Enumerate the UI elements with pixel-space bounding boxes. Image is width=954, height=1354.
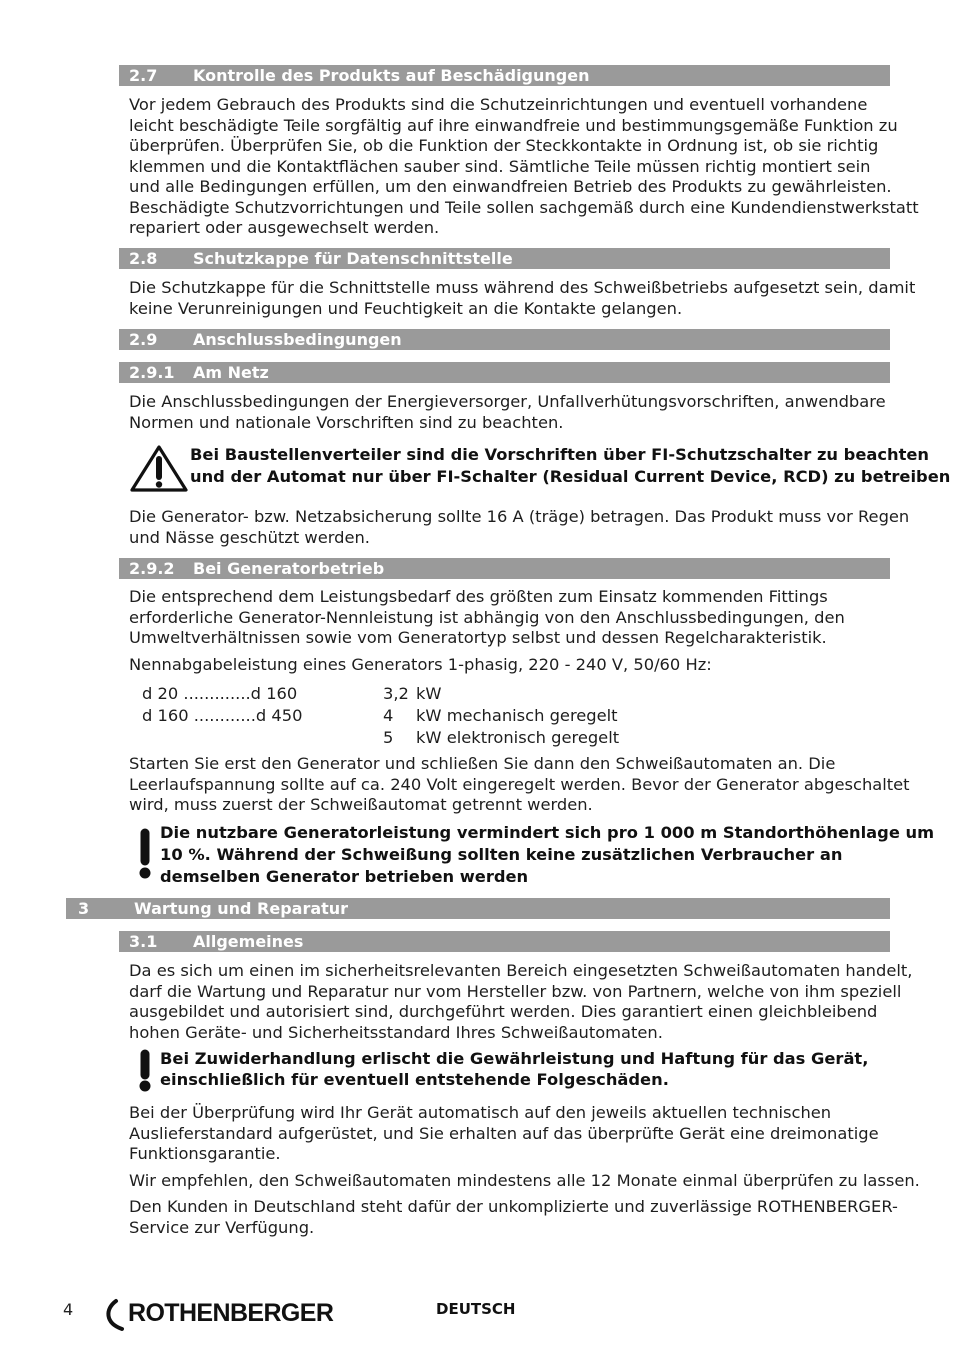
section-number: 2.9 xyxy=(129,330,158,349)
table-cell-range: d 160 ............d 450 xyxy=(142,706,303,725)
paragraph-2-9-2 xyxy=(129,587,889,649)
text-line: darf die Wartung und Reparatur nur vom Hersteller bzw. von Partnern, welche von ihm speziell xyxy=(129,981,902,1001)
section-header-2-9-2 xyxy=(119,558,890,579)
text-line: leicht beschädigte Teile sorgfältig auf ihre einwandfreie und bestimmungsgemäße Funktion zu xyxy=(129,115,898,135)
table-row xyxy=(142,683,297,705)
text-line: wird, muss zuerst der Schweißautomat getrennt werden. xyxy=(129,795,593,814)
paragraph-inspection xyxy=(129,1103,889,1165)
section-title: Am Netz xyxy=(193,363,269,382)
section-title: Kontrolle des Produkts auf Beschädigungen xyxy=(193,66,590,85)
note-text xyxy=(160,1048,868,1090)
paragraph-3-1 xyxy=(129,961,913,1043)
table-cell-desc: kW xyxy=(416,684,442,703)
text-line: Starten Sie erst den Generator und schließen Sie dann den Schweißautomaten an. Die xyxy=(129,754,836,773)
table-row xyxy=(383,705,393,727)
text-line: Normen und nationale Vorschriften sind zu beachten. xyxy=(129,412,564,432)
paragraph-intro xyxy=(129,655,889,676)
rothenberger-logo xyxy=(102,1293,352,1335)
text-line: demselben Generator betrieben werden xyxy=(160,867,529,886)
paragraph-generator-start xyxy=(129,754,910,816)
section-header-2-7 xyxy=(119,65,890,86)
text-line: und alle Bedingungen erfüllen, um den einwandfreien Betrieb des Produkts zu gewährleisten. xyxy=(129,177,892,196)
section-number: 3 xyxy=(78,899,90,918)
table-row xyxy=(416,705,618,727)
section-title: Allgemeines xyxy=(193,932,304,951)
text-line: und der Automat nur über FI-Schalter (Residual Current Device, RCD) zu betreiben xyxy=(190,467,951,486)
text-line: Die Schutzkappe für die Schnittstelle muss während des Schweißbetriebs aufgesetzt sein, damit xyxy=(129,278,916,297)
text-line: Den Kunden in Deutschland steht dafür der unkomplizierte und zuverlässige ROTHENBERGER- xyxy=(129,1197,898,1216)
text-line: Funktionsgarantie. xyxy=(129,1144,281,1163)
text-line: einschließlich für eventuell entstehende Folgeschäden. xyxy=(160,1070,669,1089)
text-line: klemmen und die Kontaktflächen sauber sind. Sämtliche Teile müssen richtig montiert sein xyxy=(129,156,871,176)
text-line: Nennabgabeleistung eines Generators 1-phasig, 220 - 240 V, 50/60 Hz: xyxy=(129,655,712,674)
warning-triangle-icon xyxy=(129,443,189,493)
text-line: erforderliche Generator-Nennleistung ist abhängig von den Anschlussbedingungen, den xyxy=(129,607,845,627)
text-line: überprüfen. Überprüfen Sie, ob die Funktion der Steckkontakte in Ordnung ist, ob sie richtig xyxy=(129,136,879,155)
exclamation-icon xyxy=(133,1049,157,1093)
text-line: Die Generator- bzw. Netzabsicherung sollte 16 A (träge) betragen. Das Produkt muss vor Regen xyxy=(129,507,910,526)
text-line: Service zur Verfügung. xyxy=(129,1217,315,1237)
table-row xyxy=(383,727,393,749)
section-header-2-9-1 xyxy=(119,362,890,383)
paragraph-recommendation xyxy=(129,1171,920,1192)
text-line: und Nässe geschützt werden. xyxy=(129,527,370,547)
table-cell-desc: kW mechanisch geregelt xyxy=(416,706,618,725)
section-number: 2.7 xyxy=(129,66,158,85)
paragraph-service xyxy=(129,1197,898,1238)
text-line: Bei der Überprüfung wird Ihr Gerät automatisch auf den jeweils aktuellen technischen xyxy=(129,1103,832,1122)
text-line: Bei Zuwiderhandlung erlischt die Gewährleistung und Haftung für das Gerät, xyxy=(160,1049,869,1068)
table-cell-range: d 20 .............d 160 xyxy=(142,684,298,703)
table-row xyxy=(383,683,409,705)
text-line: Die entsprechend dem Leistungsbedarf des größten zum Einsatz kommenden Fittings xyxy=(129,587,828,606)
table-cell-value: 3,2 xyxy=(383,684,409,703)
text-line: Da es sich um einen im sicherheitsrelevanten Bereich eingesetzten Schweißautomaten handelt, xyxy=(129,961,913,980)
section-header-3-1 xyxy=(119,931,890,952)
paragraph-fuse xyxy=(129,507,910,548)
text-line: Umweltverhältnissen sowie vom Generatortyp selbst und dessen Regelcharakteristik. xyxy=(129,628,827,647)
text-line: Beschädigte Schutzvorrichtungen und Teile sollen sachgemäß durch eine Kundendienstwerkstatt xyxy=(129,197,919,217)
table-row xyxy=(416,683,442,705)
section-number: 3.1 xyxy=(129,932,158,951)
brand-name: ROTHENBERGER xyxy=(128,1299,334,1327)
table-cell-desc: kW elektronisch geregelt xyxy=(416,728,620,747)
text-line: 10 %. Während der Schweißung sollten keine zusätzlichen Verbraucher an xyxy=(160,845,843,864)
note-text xyxy=(160,822,934,888)
text-line: ausgebildet und autorisiert sind, durchgeführt werden. Dies garantiert einen gleichbleibend xyxy=(129,1002,878,1021)
section-title: Anschlussbedingungen xyxy=(193,330,402,349)
section-title: Wartung und Reparatur xyxy=(134,899,349,918)
table-cell-value: 4 xyxy=(383,706,394,725)
text-line: Die nutzbare Generatorleistung vermindert sich pro 1 000 m Standorthöhenlage um xyxy=(160,823,935,842)
text-line: hohen Geräte- und Sicherheitsstandard Ihres Schweißautomaten. xyxy=(129,1022,663,1042)
section-header-2-8 xyxy=(119,248,890,269)
text-line: repariert oder ausgewechselt werden. xyxy=(129,218,440,237)
warning-text xyxy=(190,444,950,488)
section-number: 2.9.1 xyxy=(129,363,175,382)
section-title: Schutzkappe für Datenschnittstelle xyxy=(193,249,513,268)
paragraph-2-7 xyxy=(129,95,919,239)
table-row xyxy=(142,705,302,727)
section-title: Bei Generatorbetrieb xyxy=(193,559,385,578)
paragraph-2-9-1 xyxy=(129,392,889,433)
exclamation-icon xyxy=(133,827,157,881)
text-line: Leerlaufspannung sollte auf ca. 240 Volt eingeregelt werden. Bevor der Generator abgeschaltet xyxy=(129,774,910,794)
text-line: keine Verunreinigungen und Feuchtigkeit an die Kontakte gelangen. xyxy=(129,298,683,318)
section-header-2-9 xyxy=(119,329,890,350)
text-line: Bei Baustellenverteiler sind die Vorschriften über FI-Schutzschalter zu beachten xyxy=(190,445,930,464)
section-header-3 xyxy=(66,898,890,919)
text-line: Auslieferstandard aufgerüstet, und Sie erhalten auf das überprüfte Gerät eine dreimonatige xyxy=(129,1123,879,1143)
paragraph-2-8 xyxy=(129,278,916,319)
text-line: Vor jedem Gebrauch des Produkts sind die Schutzeinrichtungen und eventuell vorhandene xyxy=(129,95,868,114)
section-number: 2.9.2 xyxy=(129,559,175,578)
page-number: 4 xyxy=(63,1300,74,1319)
text-line: Die Anschlussbedingungen der Energieversorger, Unfallverhütungsvorschriften, anwendbare xyxy=(129,392,886,411)
section-number: 2.8 xyxy=(129,249,158,268)
text-line: Wir empfehlen, den Schweißautomaten mindestens alle 12 Monate einmal überprüfen zu lassen. xyxy=(129,1171,920,1190)
table-cell-value: 5 xyxy=(383,728,394,747)
language-label: DEUTSCH xyxy=(436,1300,516,1318)
table-row xyxy=(416,727,619,749)
